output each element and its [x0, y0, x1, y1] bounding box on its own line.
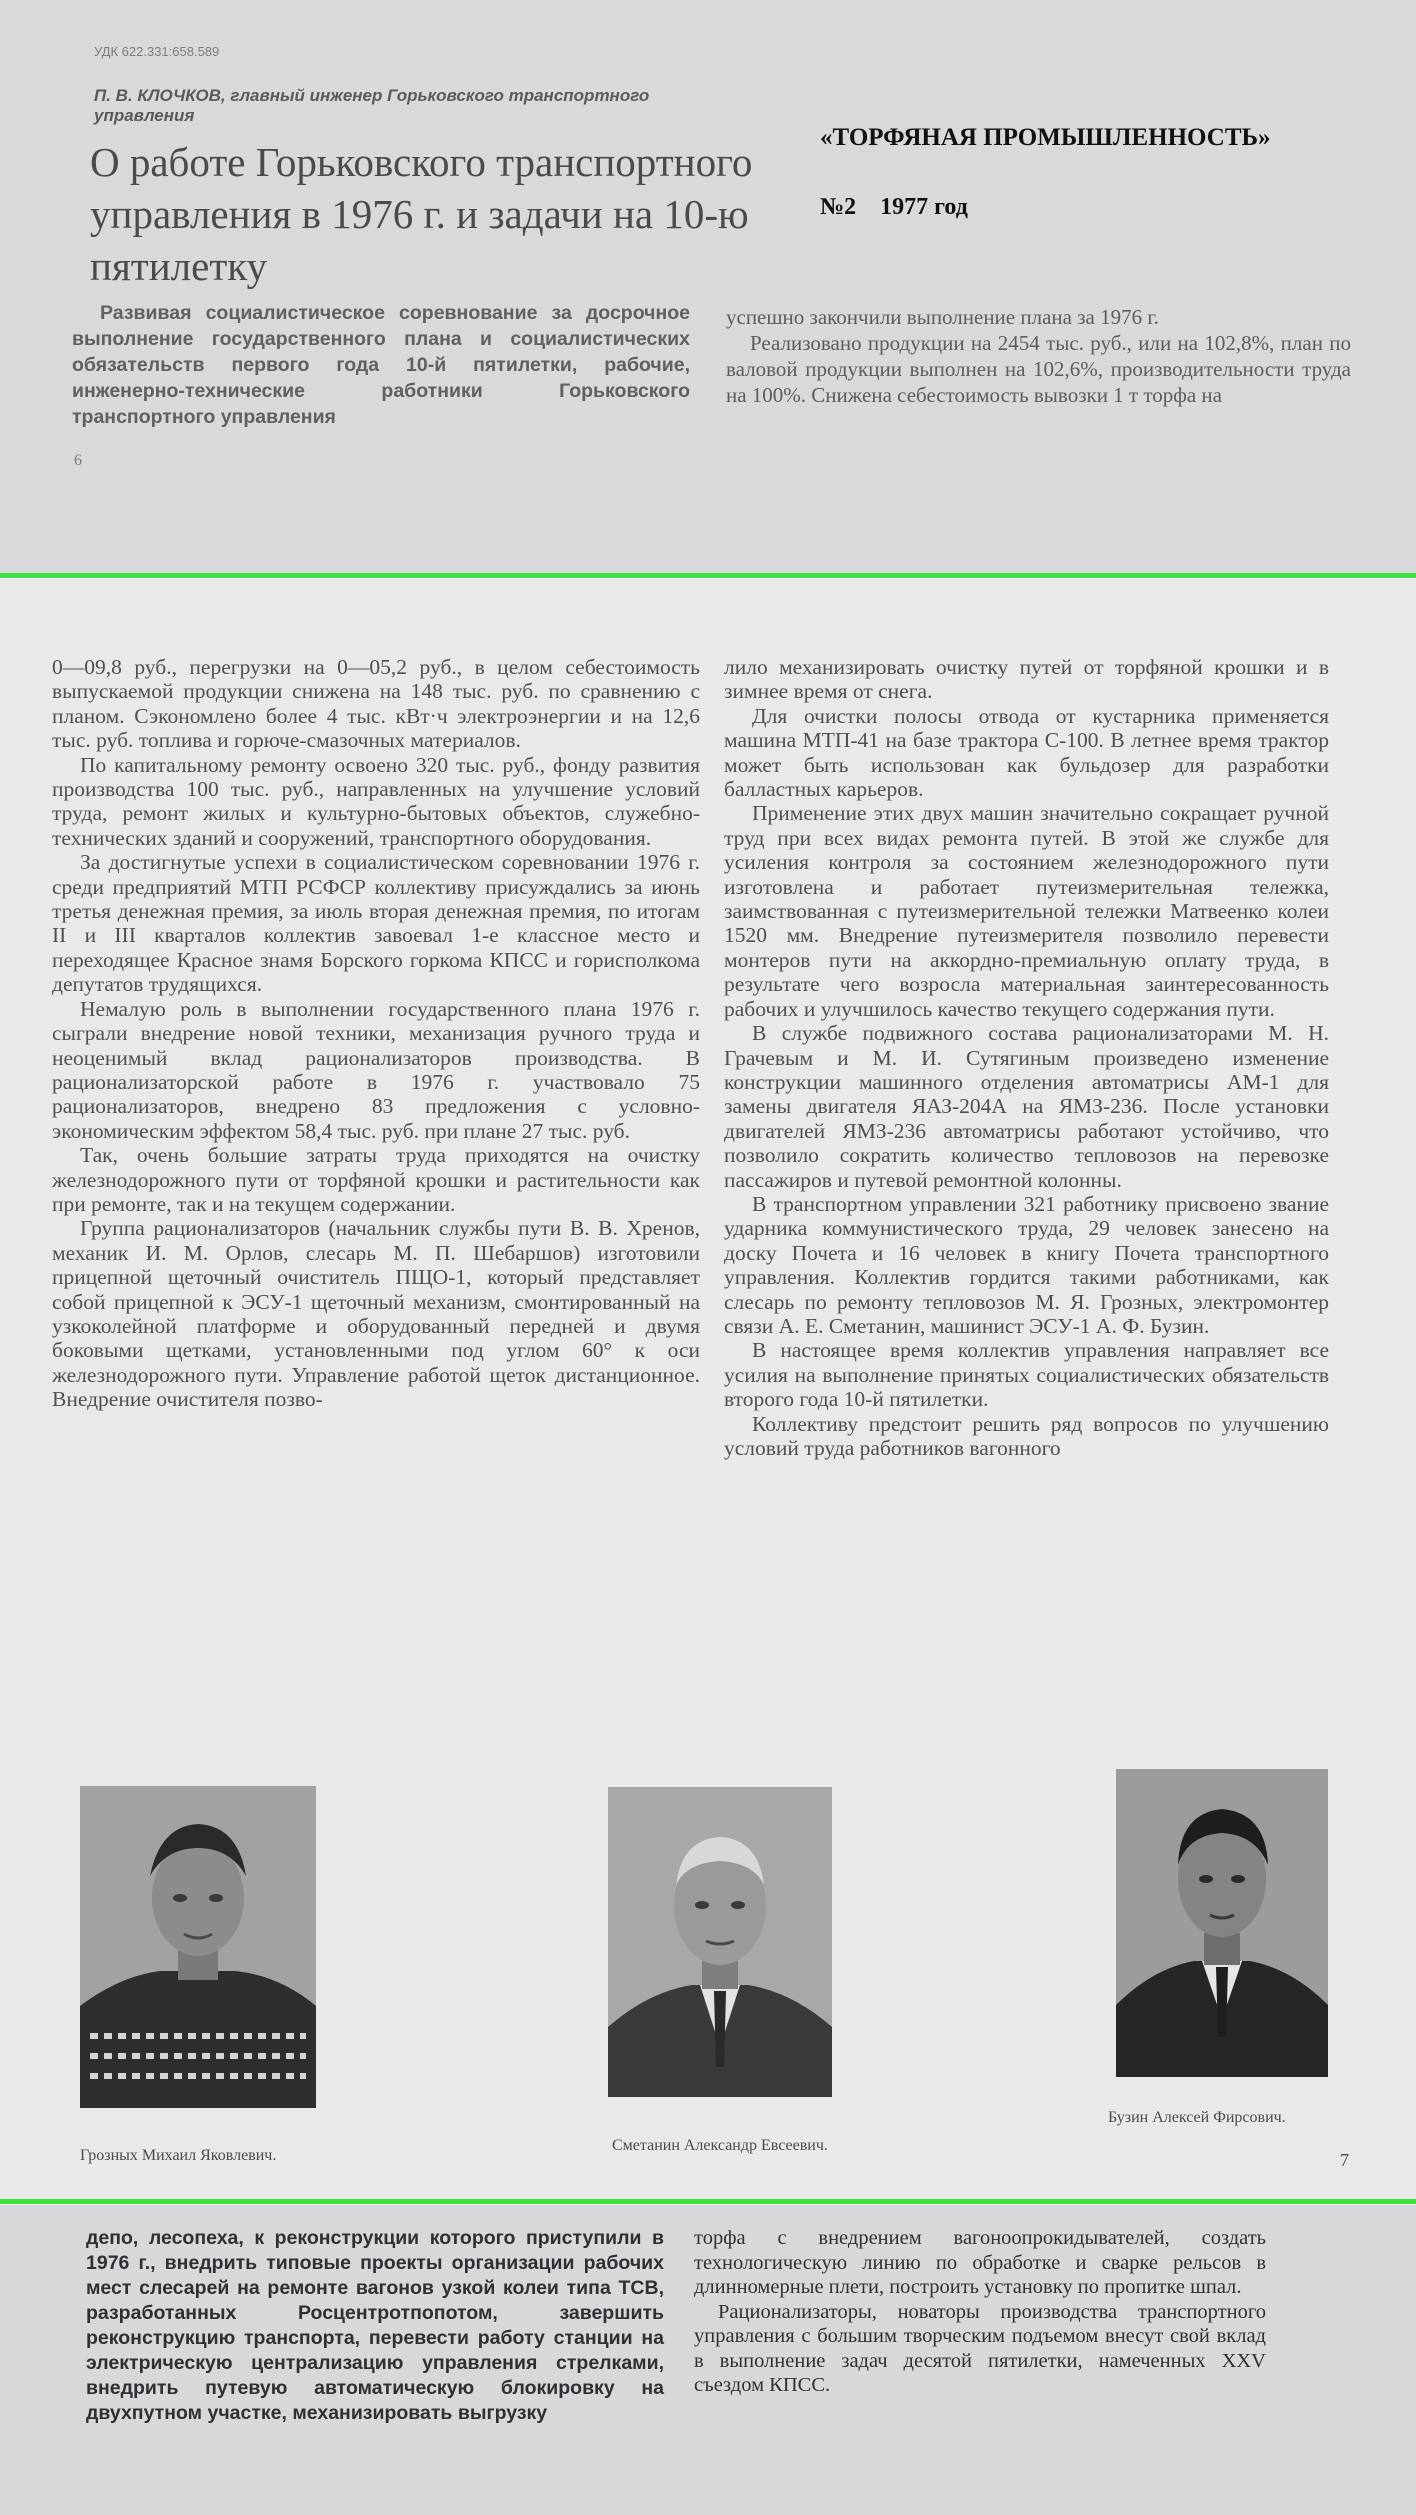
- issue-year: 1977 год: [880, 194, 968, 220]
- paragraph: За достигнутые успехи в социалистическом соревновании 1976 г. среди предприятий МТП РСФСР коллективу присуждались за июнь третья денежная премия, за июль вторая денежная премия, по итогам II и III кварталов коллектив завоевал 1-е классное место и переходящее Красное знамя Борского горкома КПСС и горисполкома депутатов трудящихся.: [52, 850, 700, 997]
- paragraph: В настоящее время коллектив управления направляет все усилия на выполнение принятых социалистических обязательств второго года 10-й пятилетки.: [724, 1338, 1329, 1412]
- photo-caption: Бузин Алексей Фирсович.: [1108, 2109, 1286, 2126]
- paragraph: Применение этих двух машин значительно сокращает ручной труд при всех видах ремонта путей. В этой же службе для усиления контроля за состоянием железнодорожного пути изготовлена и работает путеизмерительная тележка, заимствованная с путеизмерительной тележки Матвеенко колеи 1520 мм. Внедрение путеизмерителя позволило перевести монтеров пути на аккордно-премиальную оплату труда, в результате чего возросла материальная заинтересованность рабочих и улучшилось качество текущего содержания пути.: [724, 801, 1329, 1021]
- author-line: П. В. КЛОЧКОВ, главный инженер Горьковского транспортного управления: [94, 86, 650, 125]
- udk-code: УДК 622.331:658.589: [94, 44, 220, 59]
- intro-paragraph: Реализовано продукции на 2454 тыс. руб., или на 102,8%, план по валовой продукции выполнен на 102,6%, производительности труда на 100%. Снижена себестоимость вывозки 1 т торфа на: [726, 331, 1351, 407]
- page-number: 7: [1340, 2150, 1349, 2170]
- photo-caption: Грозных Михаил Яковлевич.: [80, 2147, 277, 2164]
- portrait-photo-smetanin: [608, 1787, 832, 2097]
- continuation-text-right: [694, 2226, 1266, 2398]
- page-number: 6: [74, 452, 82, 469]
- scan-separator: [0, 573, 1416, 578]
- paragraph: В службе подвижного состава рационализаторами М. Н. Грачевым и М. И. Сутягиным произведено изменение конструкции машинного отделения автоматрисы АМ-1 для замены двигателя ЯАЗ-204А на ЯМЗ-236. После установки двигателей ЯМЗ-236 автоматрисы работают устойчиво, что позволило сократить количество тепловозов на перевозке пассажиров и путевой ремонтной колонны.: [724, 1021, 1329, 1192]
- article-title: О работе Горьковского транспортного управления в 1976 г. и задачи на 10-ю пятилетку: [90, 139, 753, 289]
- paragraph: Так, очень большие затраты труда приходятся на очистку железнодорожного пути от торфяной крошки и растительности как при ремонте, так и на текущем содержании.: [52, 1143, 700, 1216]
- text-column-right: [724, 655, 1329, 1460]
- lead-paragraph: Развивая социалистическое соревнование за досрочное выполнение государственного плана и социалистических обязательств первого года 10-й пятилетки, рабочие, инженерно-технические работники Горьковского транспортного управления: [72, 302, 690, 428]
- intro-column: [726, 304, 1351, 408]
- portrait-photo-buzin: [1116, 1769, 1328, 2077]
- intro-paragraph: успешно закончили выполнение плана за 1976 г.: [726, 305, 1159, 329]
- paragraph: В транспортном управлении 321 работнику присвоено звание ударника коммунистического труда, 29 человек занесено на доску Почета и 16 человек в книгу Почета транспортного управления. Коллектив гордится такими работниками, как слесарь по ремонту тепловозов М. Я. Грозных, электромонтер связи А. Е. Сметанин, машинист ЭСУ-1 А. Ф. Бузин.: [724, 1191, 1329, 1338]
- paragraph: Коллективу предстоит решить ряд вопросов по улучшению условий труда работников вагонного: [724, 1411, 1329, 1460]
- paragraph: Группа рационализаторов (начальник службы пути В. В. Хренов, механик И. М. Орлов, слесарь М. П. Шебаршов) изготовили прицепной щеточный очиститель ПЩО-1, который представляет собой прицепной к ЭСУ-1 щеточный механизм, смонтированный на узкоколейной платформе и оборудованный передней и двумя боковыми щетками, установленными под углом 60° к оси железнодорожного пути. Управление работой щеток дистанционное. Внедрение очистителя позво-: [52, 1216, 700, 1412]
- issue-number: №2: [820, 194, 857, 220]
- paragraph: Для очистки полосы отвода от кустарника применяется машина МТП-41 на базе трактора С-100. В летнее время трактор может быть использован как бульдозер для разработки балластных карьеров.: [724, 703, 1329, 802]
- issue-info: [820, 194, 992, 221]
- journal-name: «ТОРФЯНАЯ ПРОМЫШЛЕННОСТЬ»: [820, 124, 1271, 151]
- paragraph: Немалую роль в выполнении государственного плана 1976 г. сыграли внедрение новой техники, механизация ручного труда и неоценимый вклад рационализаторов производства. В рационализаторской работе в 1976 г. участвовало 75 рационализаторов, внедрено 83 предложения с условно-экономическим эффектом 58,4 тыс. руб. при плане 27 тыс. руб.: [52, 996, 700, 1143]
- paragraph: торфа с внедрением вагоноопрокидывателей, создать технологическую линию по обработке и сварке рельсов в длинномерные плети, построить установку по пропитке шпал.: [694, 2227, 1266, 2298]
- portrait-photo-groznykh: [80, 1786, 316, 2108]
- text-column-left: [52, 655, 700, 1412]
- paragraph: лило механизировать очистку путей от торфяной крошки и в зимнее время от снега.: [724, 655, 1329, 704]
- continuation-text-left: депо, лесопеха, к реконструкции которого приступили в 1976 г., внедрить типовые проекты организации рабочих мест слесарей на ремонте вагонов узкой колеи типа ТСВ, разработанных Росцентротпопотом, завершить реконструкцию транспорта, перевести работу станции на электрическую централизацию управления стрелками, внедрить путевую автоматическую блокировку на двухпутном участке, механизировать выгрузку: [86, 2227, 664, 2424]
- article-header-panel: [0, 0, 1416, 573]
- photo-caption: Сметанин Александр Евсеевич.: [612, 2137, 828, 2154]
- scan-separator: [0, 2199, 1416, 2204]
- paragraph: По капитальному ремонту освоено 320 тыс. руб., фонду развития производства 100 тыс. руб., направленных на улучшение условий труда, ремонт жилых и культурно-бытовых объектов, служебно-технических зданий и сооружений, транспортного оборудования.: [52, 752, 700, 850]
- paragraph: Рационализаторы, новаторы производства транспортного управления с большим творческим подъемом внесут свой вклад в выполнение задач десятой пятилетки, намеченных XXV съездом КПСС.: [694, 2300, 1266, 2396]
- paragraph: 0—09,8 руб., перегрузки на 0—05,2 руб., в целом себестоимость выпускаемой продукции снижена на 148 тыс. руб. по сравнению с планом. Сэкономлено более 4 тыс. кВт·ч электроэнергии и на 12,6 тыс. руб. топлива и горюче-смазочных материалов.: [52, 655, 700, 753]
